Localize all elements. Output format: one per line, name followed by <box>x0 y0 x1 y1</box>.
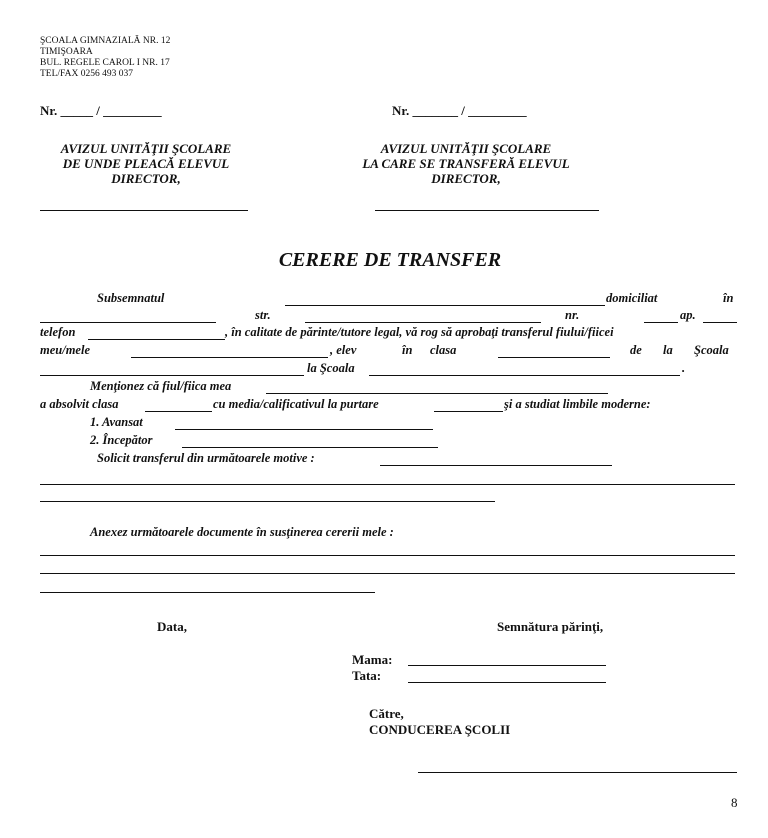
page-title: CERERE DE TRANSFER <box>278 249 502 271</box>
label-telefon: telefon <box>40 325 76 339</box>
number-field[interactable] <box>644 322 678 323</box>
name-field[interactable] <box>285 305 605 306</box>
reasons-field-3[interactable] <box>40 501 495 502</box>
locality-field[interactable] <box>40 322 216 323</box>
label-scoala: Şcoala <box>694 343 729 357</box>
left-nr: Nr. _____ / _________ <box>40 103 162 118</box>
reasons-field-2[interactable] <box>40 484 735 485</box>
documents-field-2[interactable] <box>40 573 735 574</box>
beginner-language-field[interactable] <box>182 447 438 448</box>
label-de: de <box>630 343 642 357</box>
label-la: la <box>663 343 673 357</box>
label-semnatura: Semnătura părinţi, <box>497 619 604 634</box>
reasons-field-1[interactable] <box>380 465 612 466</box>
label-data: Data, <box>157 619 187 634</box>
label-mentionez: Menţionez că fiul/fiica mea <box>90 379 232 393</box>
label-absolvit: a absolvit clasa <box>40 397 119 411</box>
label-anexez: Anexez următoarele documente în susţinerea cererii mele : <box>90 525 394 539</box>
page-number: 8 <box>731 795 738 810</box>
label-subsemnatul: Subsemnatul <box>97 291 165 305</box>
label-tata: Tata: <box>352 668 382 683</box>
left-director-signature-line[interactable] <box>40 210 248 211</box>
label-limbi: şi a studiat limbile moderne: <box>504 397 651 411</box>
label-ap: ap. <box>680 308 696 322</box>
right-director-signature-line[interactable] <box>375 210 599 211</box>
label-in-clasa-in: în <box>402 343 413 357</box>
label-clasa: clasa <box>430 343 457 357</box>
right-nr: Nr. _______ / _________ <box>392 103 527 118</box>
father-signature-line[interactable] <box>408 682 606 683</box>
phone-field[interactable] <box>88 339 225 340</box>
advanced-language-field[interactable] <box>175 429 433 430</box>
label-calitate: , în calitate de părinte/tutore legal, vă rog să aprobaţi transferul fiului/fiicei <box>225 325 614 339</box>
left-approval-block <box>38 141 254 186</box>
school-name: ŞCOALA GIMNAZIALĂ NR. 12 <box>40 36 171 46</box>
label-in: în <box>723 291 734 305</box>
label-conducerea: CONDUCEREA ŞCOLII <box>369 722 511 737</box>
label-meu-mele: meu/mele <box>40 343 90 357</box>
destination-school-field[interactable] <box>369 375 680 376</box>
left-approval-director: DIRECTOR, <box>111 171 181 186</box>
right-approval-title: AVIZUL UNITĂŢII ŞCOLARE <box>380 141 552 156</box>
management-signature-line[interactable] <box>418 772 737 773</box>
left-approval-subtitle: DE UNDE PLEACĂ ELEVUL <box>62 156 230 171</box>
origin-school-field[interactable] <box>40 375 304 376</box>
mother-signature-line[interactable] <box>408 665 606 666</box>
apartment-field[interactable] <box>703 322 737 323</box>
class-field[interactable] <box>498 357 610 358</box>
left-approval-title: AVIZUL UNITĂŢII ŞCOLARE <box>60 141 232 156</box>
street-field[interactable] <box>305 322 541 323</box>
right-approval-director: DIRECTOR, <box>431 171 501 186</box>
label-str: str. <box>255 308 271 322</box>
label-solicit: Solicit transferul din următoarele motive : <box>97 451 315 465</box>
label-elev: , elev <box>330 343 357 357</box>
label-period: . <box>682 361 686 375</box>
label-avansat: 1. Avansat <box>90 415 143 429</box>
label-nr: nr. <box>565 308 580 322</box>
label-la-scoala: la Şcoala <box>307 361 355 375</box>
school-city: TIMIŞOARA <box>40 47 93 57</box>
label-cu-media: cu media/calificativul la purtare <box>213 397 379 411</box>
child-field[interactable] <box>266 393 608 394</box>
documents-field-3[interactable] <box>40 592 375 593</box>
conduct-grade-field[interactable] <box>434 411 503 412</box>
documents-field-1[interactable] <box>40 555 735 556</box>
completed-class-field[interactable] <box>145 411 212 412</box>
right-approval-block <box>330 141 602 186</box>
school-address: BUL. REGELE CAROL I NR. 17 <box>40 58 170 68</box>
student-name-field[interactable] <box>131 357 328 358</box>
label-mama: Mama: <box>352 652 393 667</box>
label-domiciliat: domiciliat <box>606 291 658 305</box>
right-approval-subtitle: LA CARE SE TRANSFERĂ ELEVUL <box>362 156 570 171</box>
label-catre: Către, <box>369 706 404 721</box>
label-incepator: 2. Începător <box>90 433 153 447</box>
school-phone: TEL/FAX 0256 493 037 <box>40 69 133 79</box>
school-header <box>40 36 170 80</box>
